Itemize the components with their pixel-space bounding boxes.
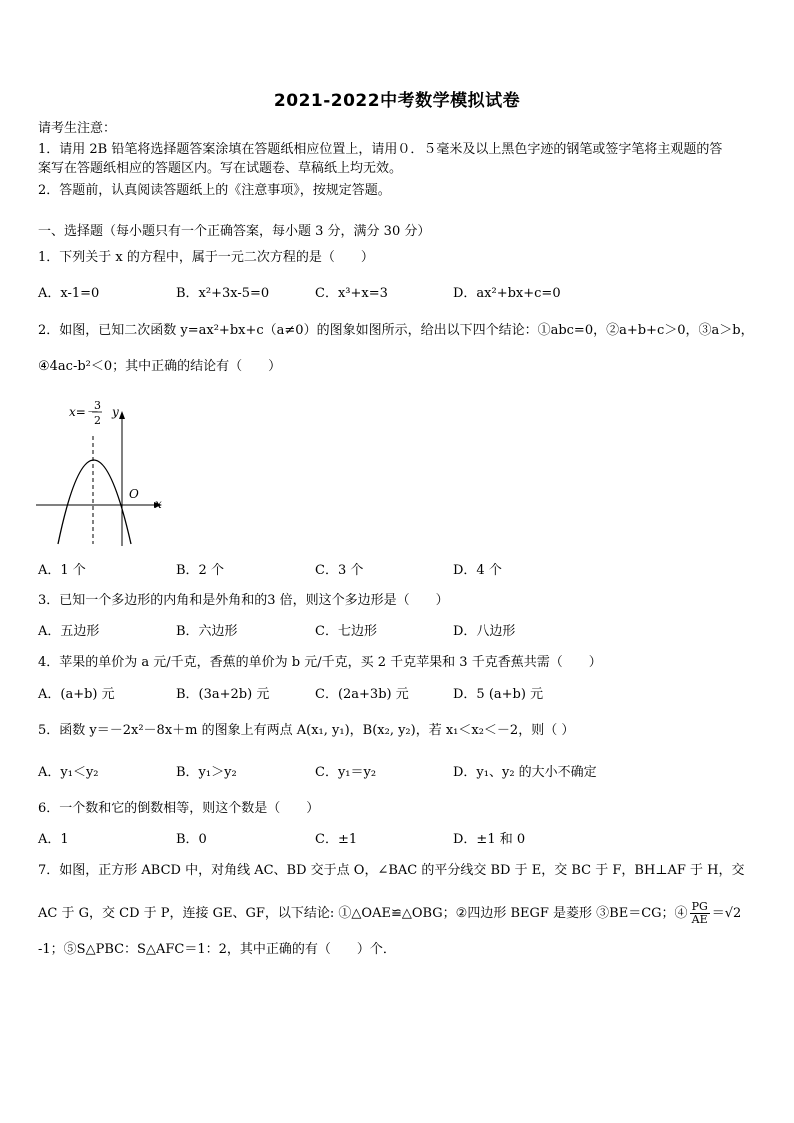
fraction-denominator: AE	[691, 913, 708, 926]
question-4-options	[38, 686, 758, 704]
fraction-denominator: 2	[94, 414, 101, 427]
option-d: D．±1 和 0	[453, 832, 526, 847]
option-a: A．1	[38, 832, 69, 847]
question-6-stem: 6．一个数和它的倒数相等，则这个数是（ ）	[38, 801, 320, 816]
option-a: A．(a+b) 元	[38, 687, 115, 702]
question-2-line-1: 2．如图，已知二次函数 y=ax²+bx+c（a≠0）的图象如图所示，给出以下四个结论：①abc=0，②a+b+c＞0，③a＞b，	[38, 323, 754, 338]
question-1-options	[38, 285, 758, 303]
option-a: A．五边形	[38, 624, 100, 639]
option-d: D．y₁、y₂ 的大小不确定	[453, 765, 597, 780]
parabola-graph-svg	[34, 398, 174, 548]
y-axis-label: y	[112, 405, 119, 419]
question-7-line-2	[38, 901, 741, 926]
question-2-line-2: ④4ac-b²＜0；其中正确的结论有（ ）	[38, 359, 282, 374]
parabola-curve	[58, 460, 131, 544]
option-b: B．2 个	[176, 563, 224, 578]
option-b: B．六边形	[176, 624, 238, 639]
fraction-numerator: 3	[94, 399, 101, 412]
option-d: D．5 (a+b) 元	[453, 687, 544, 702]
origin-label: O	[129, 487, 139, 501]
question-7-line-2-end: ＝√2	[711, 906, 742, 921]
question-7-line-2-text: AC 于 G，交 CD 于 P，连接 GE、GF，以下结论: ①△OAE≌△OBG；②四边形 BEGF 是菱形 ③BE＝CG；④	[38, 906, 688, 921]
notice-line-1a: 1．请用 2B 铅笔将选择题答案涂填在答题纸相应位置上，请用０．５毫米及以上黑色字迹的钢笔或签字笔将主观题的答	[38, 142, 723, 157]
question-1-stem: 1．下列关于 x 的方程中，属于一元二次方程的是（ ）	[38, 250, 374, 265]
option-a: A．x-1=0	[38, 286, 100, 301]
option-b: B．x²+3x-5=0	[176, 286, 270, 301]
page-title: 2021-2022中考数学模拟试卷	[273, 91, 521, 111]
option-d: D．4 个	[453, 563, 502, 578]
axis-label-xeq: x=－	[69, 405, 98, 419]
option-a: A．y₁＜y₂	[38, 765, 99, 780]
fraction-numerator: PG	[691, 900, 708, 913]
option-c: C．±1	[315, 832, 358, 847]
option-d: D．ax²+bx+c=0	[453, 286, 561, 301]
notice-heading: 请考生注意：	[38, 121, 117, 136]
option-c: C．3 个	[315, 563, 364, 578]
option-b: B．y₁＞y₂	[176, 765, 237, 780]
y-axis-arrow	[119, 411, 125, 419]
notice-line-2: 2．答题前，认真阅读答题纸上的《注意事项》，按规定答题。	[38, 183, 391, 198]
notice-line-1b: 案写在答题纸相应的答题区内。写在试题卷、草稿纸上均无效。	[38, 161, 403, 176]
question-6-options	[38, 831, 758, 849]
question-3-stem: 3．已知一个多边形的内角和是外角和的3 倍，则这个多边形是（ ）	[38, 593, 449, 608]
question-7-line-3: -1；⑤S△PBC：S△AFC＝1：2，其中正确的有（ ）个．	[38, 942, 396, 957]
question-5-stem: 5．函数 y＝－2x²－8x＋m 的图象上有两点 A(x₁, y₁)，B(x₂, y₂)，若 x₁＜x₂＜－2，则（ ）	[38, 723, 575, 738]
x-axis-label: x	[155, 497, 162, 511]
question-2-options	[38, 562, 758, 580]
option-a: A．1 个	[38, 563, 86, 578]
option-c: C．(2a+3b) 元	[315, 687, 409, 702]
question-3-options	[38, 623, 758, 641]
fraction-pg-ae	[690, 901, 710, 926]
option-b: B．(3a+2b) 元	[176, 687, 270, 702]
question-5-options	[38, 764, 758, 782]
question-7-line-1: 7．如图，正方形 ABCD 中，对角线 AC、BD 交于点 O，∠BAC 的平分线交 BD 于 E，交 BC 于 F，BH⊥AF 于 H，交	[38, 863, 745, 878]
question-4-stem: 4．苹果的单价为 a 元/千克，香蕉的单价为 b 元/千克，买 2 千克苹果和 3 千克香蕉共需（ ）	[38, 655, 602, 670]
parabola-graph	[34, 398, 174, 548]
option-d: D．八边形	[453, 624, 516, 639]
option-c: C．x³+x=3	[315, 286, 388, 301]
option-c: C．七边形	[315, 624, 377, 639]
option-b: B．0	[176, 832, 207, 847]
section-heading: 一、选择题（每小题只有一个正确答案，每小题 3 分，满分 30 分）	[38, 224, 431, 239]
option-c: C．y₁＝y₂	[315, 765, 377, 780]
